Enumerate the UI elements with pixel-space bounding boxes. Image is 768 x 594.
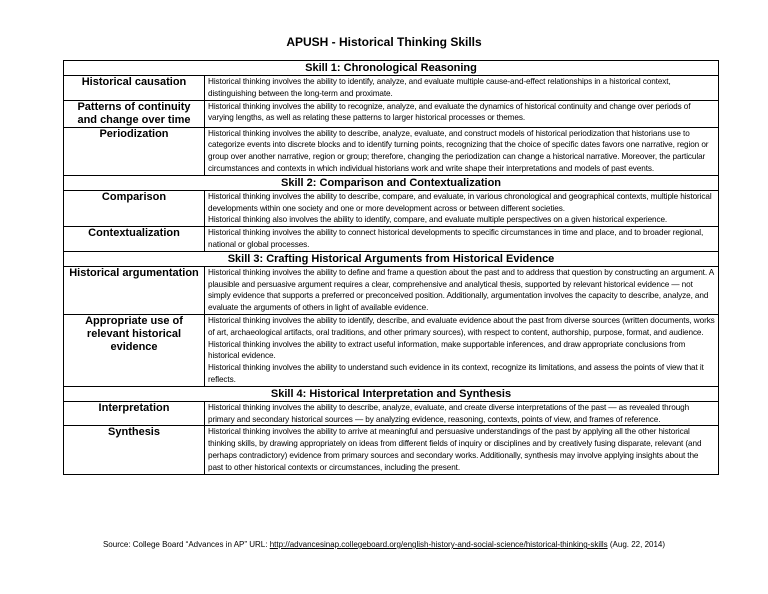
description-paragraph: Historical thinking involves the ability to extract useful information, make supportable inferences, and draw appropriate conclusions from historical evidence. xyxy=(208,339,686,361)
skill-header-row xyxy=(64,251,719,266)
skill-row xyxy=(64,314,719,386)
skill-description xyxy=(205,266,719,314)
description-paragraph: Historical thinking involves the ability to recognize, analyze, and evaluate the dynamics of historical continuity and change over periods of varying lengths, as well as relating these patterns to larger historical processes or themes. xyxy=(208,101,691,123)
description-paragraph: Historical thinking also involves the ability to identify, compare, and evaluate multiple perspectives on a given historical experience. xyxy=(208,215,668,225)
skill-description xyxy=(205,190,719,226)
skill-description xyxy=(205,100,719,127)
description-paragraph: Historical thinking involves the ability to arrive at meaningful and persuasive understandings of the past by applying all the other historical thinking skills, by drawing appropriately on ideas from different fields of inquiry or disciplines and by creatively fusing disparate, relevant (and perhaps contradictory) evidence from primary sources and secondary works. Additionally, synthesis may involve applying insights about the past to other historical contexts or circumstances, including the present. xyxy=(208,427,702,472)
skill-header-row xyxy=(64,386,719,401)
skill-header: Skill 4: Historical Interpretation and Synthesis xyxy=(64,386,719,401)
skill-row xyxy=(64,100,719,127)
source-prefix: Source: College Board “Advances in AP” URL: xyxy=(102,540,270,549)
skill-row xyxy=(64,227,719,252)
description-paragraph: Historical thinking involves the ability to describe, analyze, evaluate, and create diverse interpretations of the past — as revealed through primary and secondary historical sources — by analyzing evidence, reasoning, contexts, points of view, and frames of reference. xyxy=(208,402,690,424)
skill-description xyxy=(205,401,719,426)
skill-header: Skill 1: Chronological Reasoning xyxy=(64,61,719,76)
skill-description xyxy=(205,76,719,101)
skill-row xyxy=(64,76,719,101)
skill-term: Periodization xyxy=(64,127,205,175)
skill-row xyxy=(64,401,719,426)
description-paragraph: Historical thinking involves the ability to describe, analyze, evaluate, and construct models of historical periodization that historians use to categorize events into discrete blocks and to identify turning points, recognizing that the choice of specific dates favors one narrative, region or group over another narrative, region or group; therefore, changing the periodization can change a historical narrative. Moreover, the particular circumstances and contexts in which individual historians work and write shape their interpretations and models of past events. xyxy=(208,128,709,173)
skill-description xyxy=(205,314,719,386)
skills-table xyxy=(63,60,719,475)
skill-description xyxy=(205,227,719,252)
skill-row xyxy=(64,426,719,474)
source-citation xyxy=(0,540,768,549)
description-paragraph: Historical thinking involves the ability to define and frame a question about the past and to address that question by constructing an argument. A plausible and persuasive argument requires a clear, comprehensive and analytical thesis, supported by relevant historical evidence — not simply evidence that supports a preferred or preconceived position. Additionally, argumentation involves the capacity to describe, analyze, and evaluate the arguments of others in light of available evidence. xyxy=(208,267,714,313)
skill-term: Synthesis xyxy=(64,426,205,474)
skill-term: Patterns of continuity and change over time xyxy=(64,100,205,127)
skill-description xyxy=(205,426,719,474)
skill-header: Skill 3: Crafting Historical Arguments from Historical Evidence xyxy=(64,251,719,266)
skill-term: Contextualization xyxy=(64,227,205,252)
page-title: APUSH - Historical Thinking Skills xyxy=(286,35,482,49)
description-paragraph: Historical thinking involves the ability to identify, analyze, and evaluate multiple cause-and-effect relationships in a historical context, distinguishing between the long-term and proximate. xyxy=(208,77,671,98)
skill-term: Historical argumentation xyxy=(64,266,205,314)
description-paragraph: Historical thinking involves the ability to identify, describe, and evaluate evidence about the past from diverse sources (written documents, works of art, archaeological artifacts, oral traditions, and other primary sources), with respect to content, authorship, purpose, format, and audience. xyxy=(208,315,715,337)
skill-row xyxy=(64,127,719,175)
skill-term: Historical causation xyxy=(64,76,205,101)
skill-term: Appropriate use of relevant historical evidence xyxy=(64,314,205,386)
description-paragraph: Historical thinking involves the ability to describe, compare, and evaluate, in various chronological and geographical contexts, multiple historical developments within one society and one or more development across or between different societies. xyxy=(208,191,712,213)
description-paragraph: Historical thinking involves the ability to connect historical developments to specific circumstances in time and place, and to broader regional, national or global processes. xyxy=(208,228,704,249)
skill-header-row xyxy=(64,175,719,190)
skill-row xyxy=(64,266,719,314)
description-paragraph: Historical thinking involves the ability to understand such evidence in its context, recognize its limitations, and assess the points of view that it reflects. xyxy=(208,363,704,384)
skill-description xyxy=(205,127,719,175)
skill-term: Comparison xyxy=(64,190,205,226)
source-link[interactable]: http://advancesinap.collegeboard.org/english-history-and-social-science/historical-thinking-skills xyxy=(269,540,608,549)
skill-term: Interpretation xyxy=(64,401,205,426)
skill-header-row xyxy=(64,61,719,76)
skill-row xyxy=(64,190,719,226)
skill-header: Skill 2: Comparison and Contextualization xyxy=(64,175,719,190)
source-suffix: (Aug. 22, 2014) xyxy=(607,540,666,549)
